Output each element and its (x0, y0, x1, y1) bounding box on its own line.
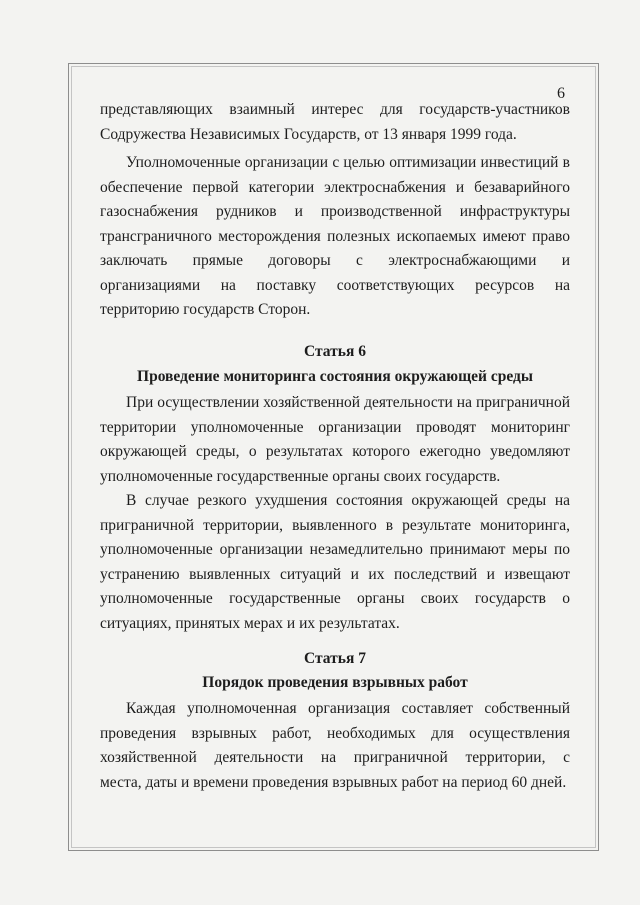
paragraph-line: приграничной территории, выявленного в результате мониторинга, (100, 516, 570, 534)
paragraph-line: окружающей среды, о результатах которого ежегодно уведомляют (100, 443, 570, 460)
paragraph-line: уполномоченные государственные органы своих государств. (100, 467, 501, 485)
paragraph-line: заключать прямые договоры с электроснабжающими и (100, 252, 570, 269)
article-title: Проведение мониторинга состояния окружающей среды (137, 368, 533, 385)
article-title: Порядок проведения взрывных работ (202, 674, 468, 691)
paragraph-line: представляющих взаимный интерес для государств-участников (100, 101, 570, 118)
paragraph-line: организациями на поставку соответствующих ресурсов на (100, 276, 570, 294)
paragraph-line: устранению выявленных ситуаций и их последствий и извещают (100, 565, 570, 583)
paragraph-line: ситуациях, принятых мерах и их результатах. (100, 614, 400, 632)
article-heading: Статья 6 (304, 343, 366, 360)
paragraph-line: уполномоченные организации незамедлительно принимают меры по (100, 541, 570, 558)
paragraph-line: Уполномоченные организации с целью оптимизации инвестиций в (126, 154, 570, 171)
paragraph-line: места, даты и времени проведения взрывных работ на период 60 дней. (100, 773, 567, 791)
paragraph (100, 697, 570, 795)
paragraph-line: обеспечение первой категории электроснабжения и безаварийного (100, 178, 570, 196)
paragraph (100, 391, 570, 489)
paragraph-line: Содружества Независимых Государств, от 13 января 1999 года. (100, 125, 517, 143)
paragraph (100, 151, 570, 323)
paragraph-line: проведения взрывных работ, необходимых для осуществления (100, 724, 570, 742)
paragraph-line: хозяйственной деятельности на приграничной территории, с (100, 749, 570, 766)
paragraph-line: Каждая уполномоченная организация составляет собственный (126, 700, 570, 717)
paragraph (100, 489, 570, 636)
paragraph-line: территорию государств Сторон. (100, 301, 311, 318)
paragraph-line: При осуществлении хозяйственной деятельности на приграничной (126, 394, 570, 411)
article-heading: Статья 7 (304, 650, 366, 667)
paragraph-line: газоснабжения рудников и производственной инфраструктуры (100, 203, 570, 220)
paragraph-line: уполномоченные государственные органы своих государств о (100, 590, 570, 607)
paragraph-line: территории уполномоченные организации проводят мониторинг (100, 418, 570, 436)
page-number: 6 (557, 85, 565, 102)
paragraph-line: В случае резкого ухудшения состояния окружающей среды на (126, 492, 570, 509)
paragraph (100, 98, 570, 147)
paragraph-line: трансграничного месторождения полезных ископаемых имеют право (100, 227, 570, 245)
